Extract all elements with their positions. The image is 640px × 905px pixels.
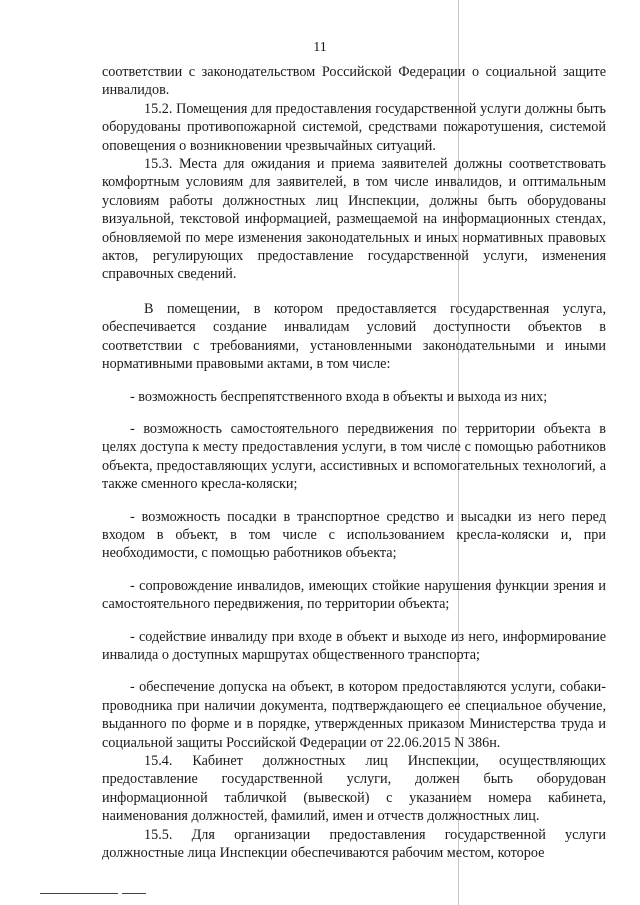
- spacer: [102, 563, 606, 577]
- paragraph-15-3: 15.3. Места для ожидания и приема заявителей должны соответствовать комфортным условиям для заявителей, в том числе инвалидов, и оптимальным условиям работы должностных лиц Инспекции, должны быть оборудованы визуальной, текстовой информацией, размещаемой на информационных стендах, обновляемой по мере изменения законодательных и иных нормативных правовых актов, регулирующих предоставление государственной услуги, изменения справочных сведений.: [102, 156, 606, 283]
- spacer: [102, 494, 606, 508]
- page-number: 11: [313, 40, 327, 55]
- paragraph-premises-accessibility: В помещении, в котором предоставляется государственная услуга, обеспечивается создание инвалидам условий доступности объектов в соответствии с требованиями, установленными законодательными и иными нормативными правовыми актами, в том числе:: [102, 300, 606, 373]
- list-item-barrier-free-entry: - возможность беспрепятственного входа в объекты и выхода из них;: [130, 388, 548, 405]
- spacer: [102, 664, 606, 678]
- spacer: [102, 284, 606, 300]
- list-item-assistance-transport: - содействие инвалиду при входе в объект и выходе из него, информирование инвалида о доступных маршрутах общественного транспорта;: [102, 628, 606, 663]
- paragraph-15-5: 15.5. Для организации предоставления государственной услуги должностные лица Инспекции обеспечиваются рабочим местом, которое: [102, 826, 606, 862]
- list-item-guide-dog: - обеспечение допуска на объект, в котором предоставляются услуги, собаки-проводника при наличии документа, подтверждающего ее специальное обучение, выданного по форме и в порядке, утвержденных приказом Министерства труда и социальной защиты Российской Федерации от 22.06.2015 N 386н.: [102, 679, 606, 751]
- scan-edge-line: [122, 893, 146, 894]
- list-item-escort: - сопровождение инвалидов, имеющих стойкие нарушения функции зрения и самостоятельного передвижения, по территории объекта;: [102, 577, 606, 613]
- paragraph-15-4: 15.4. Кабинет должностных лиц Инспекции, осуществляющих предоставление государственной услуги, должен быть оборудован информационной табличкой (вывеской) с указанием номера кабинета, наименования должностей, фамилий, имен и отчеств должностных лиц.: [102, 753, 606, 825]
- paragraph-accessibility-law: соответствии с законодательством Российской Федерации о социальной защите инвалидов.: [102, 64, 606, 99]
- spacer: [102, 406, 606, 420]
- scan-edge-line: [40, 893, 118, 894]
- spacer: [102, 374, 606, 388]
- list-item-independent-movement: - возможность самостоятельного передвижения по территории объекта в целях доступа к месту предоставления услуги, в том числе с помощью работников объекта, предоставляющих услуги, ассистивных и вспомогательных технологий, а также сменного кресла-коляски;: [102, 420, 606, 493]
- list-item-vehicle-boarding: - возможность посадки в транспортное средство и высадки из него перед входом в объект, в том числе с использованием кресла-коляски и, при необходимости, с помощью работников объекта;: [102, 508, 606, 562]
- paragraph-15-2: 15.2. Помещения для предоставления государственной услуги должны быть оборудованы противопожарной системой, средствами пожаротушения, системой оповещения о возникновении чрезвычайных ситуаций.: [102, 100, 606, 154]
- spacer: [102, 614, 606, 628]
- document-body: [102, 63, 606, 862]
